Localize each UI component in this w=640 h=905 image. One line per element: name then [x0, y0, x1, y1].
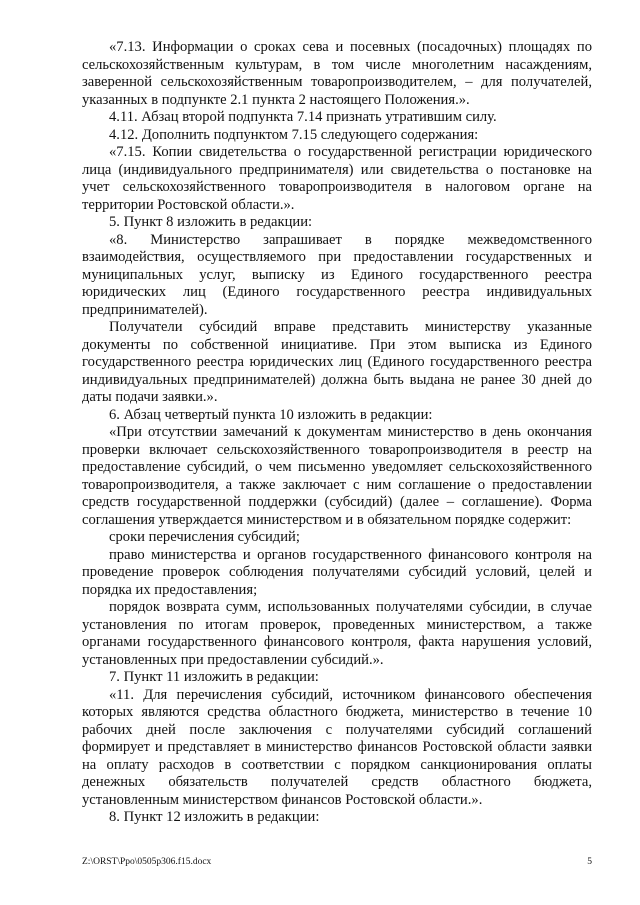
paragraph-5: 5. Пункт 8 изложить в редакции:: [109, 214, 313, 230]
paragraph-7-15: «7.15. Копии свидетельства о государственной регистрации юридического лица (индивидуального предпринимателя) или свидетельства о постановке на учет сельскохозяйственного товаропроизводителя в налоговом органе на территории Ростовской области.».: [82, 144, 592, 213]
paragraph-8-point-12: 8. Пункт 12 изложить в редакции:: [109, 809, 320, 825]
paragraph-refund: порядок возврата сумм, использованных получателями субсидии, в случае установления по итогам проверок, проведенных министерством, а также органами государственного финансового контроля, факта нарушения условий, установленных при предоставлении субсидий.».: [82, 599, 592, 668]
paragraph-terms: сроки перечисления субсидий;: [109, 529, 300, 545]
paragraph-10-4: «При отсутствии замечаний к документам министерство в день окончания проверки включает сельскохозяйственного товаропроизводителя в реестр на предоставление субсидий, о чем письменно уведомляет сельскохозяйственного товаропроизводителя, а также заключает с ним соглашение о предоставлении средств государственной поддержки (субсидий) (далее – соглашение). Форма соглашения утверждается министерством и в обязательном порядке содержит:: [82, 424, 592, 528]
paragraph-6: 6. Абзац четвертый пункта 10 изложить в редакции:: [109, 406, 433, 423]
paragraph-8-recipients: Получатели субсидий вправе представить министерству указанные документы по собственной инициативе. При этом выписка из Единого государственного реестра юридических лиц (Единого государственного реестра индивидуальных предпринимателей) должна быть выдана не ранее 30 дней до даты подачи заявки.».: [82, 319, 592, 405]
paragraph-rights: право министерства и органов государственного финансового контроля на проведение проверок соблюдения получателями субсидий условий, целей и порядка их предоставления;: [82, 546, 592, 598]
document-body: [82, 39, 592, 827]
page-number: 5: [587, 857, 592, 867]
paragraph-11: «11. Для перечисления субсидий, источником финансового обеспечения которых являются средства областного бюджета, министерство в течение 10 рабочих дней после заключения с получателями субсидий соглашений формирует и представляет в министерство финансов Ростовской области заявки на оплату расходов в соответствии с порядком санкционирования оплаты денежных обязательств получателей средств областного бюджета, установленным министерством финансов Ростовской области.».: [82, 686, 592, 808]
paragraph-8: «8. Министерство запрашивает в порядке межведомственного взаимодействия, осуществляемого при предоставлении государственных и муниципальных услуг, выписку из Единого государственного реестра юридических лиц (Единого государственного реестра индивидуальных предпринимателей).: [82, 231, 592, 318]
paragraph-7-13: «7.13. Информации о сроках сева и посевных (посадочных) площадях по сельскохозяйственным культурам, в том числе многолетним насаждениям, заверенной сельскохозяйственным товаропроизводителем, – для получателей, указанных в подпункте 2.1 пункта 2 настоящего Положения.».: [82, 39, 592, 108]
paragraph-4-11: 4.11. Абзац второй подпункта 7.14 признать утратившим силу.: [109, 109, 497, 125]
paragraph-7: 7. Пункт 11 изложить в редакции:: [109, 669, 319, 685]
file-path: Z:\ORST\Ppo\0505p306.f15.docx: [82, 857, 212, 867]
paragraph-4-12: 4.12. Дополнить подпунктом 7.15 следующего содержания:: [109, 126, 479, 143]
